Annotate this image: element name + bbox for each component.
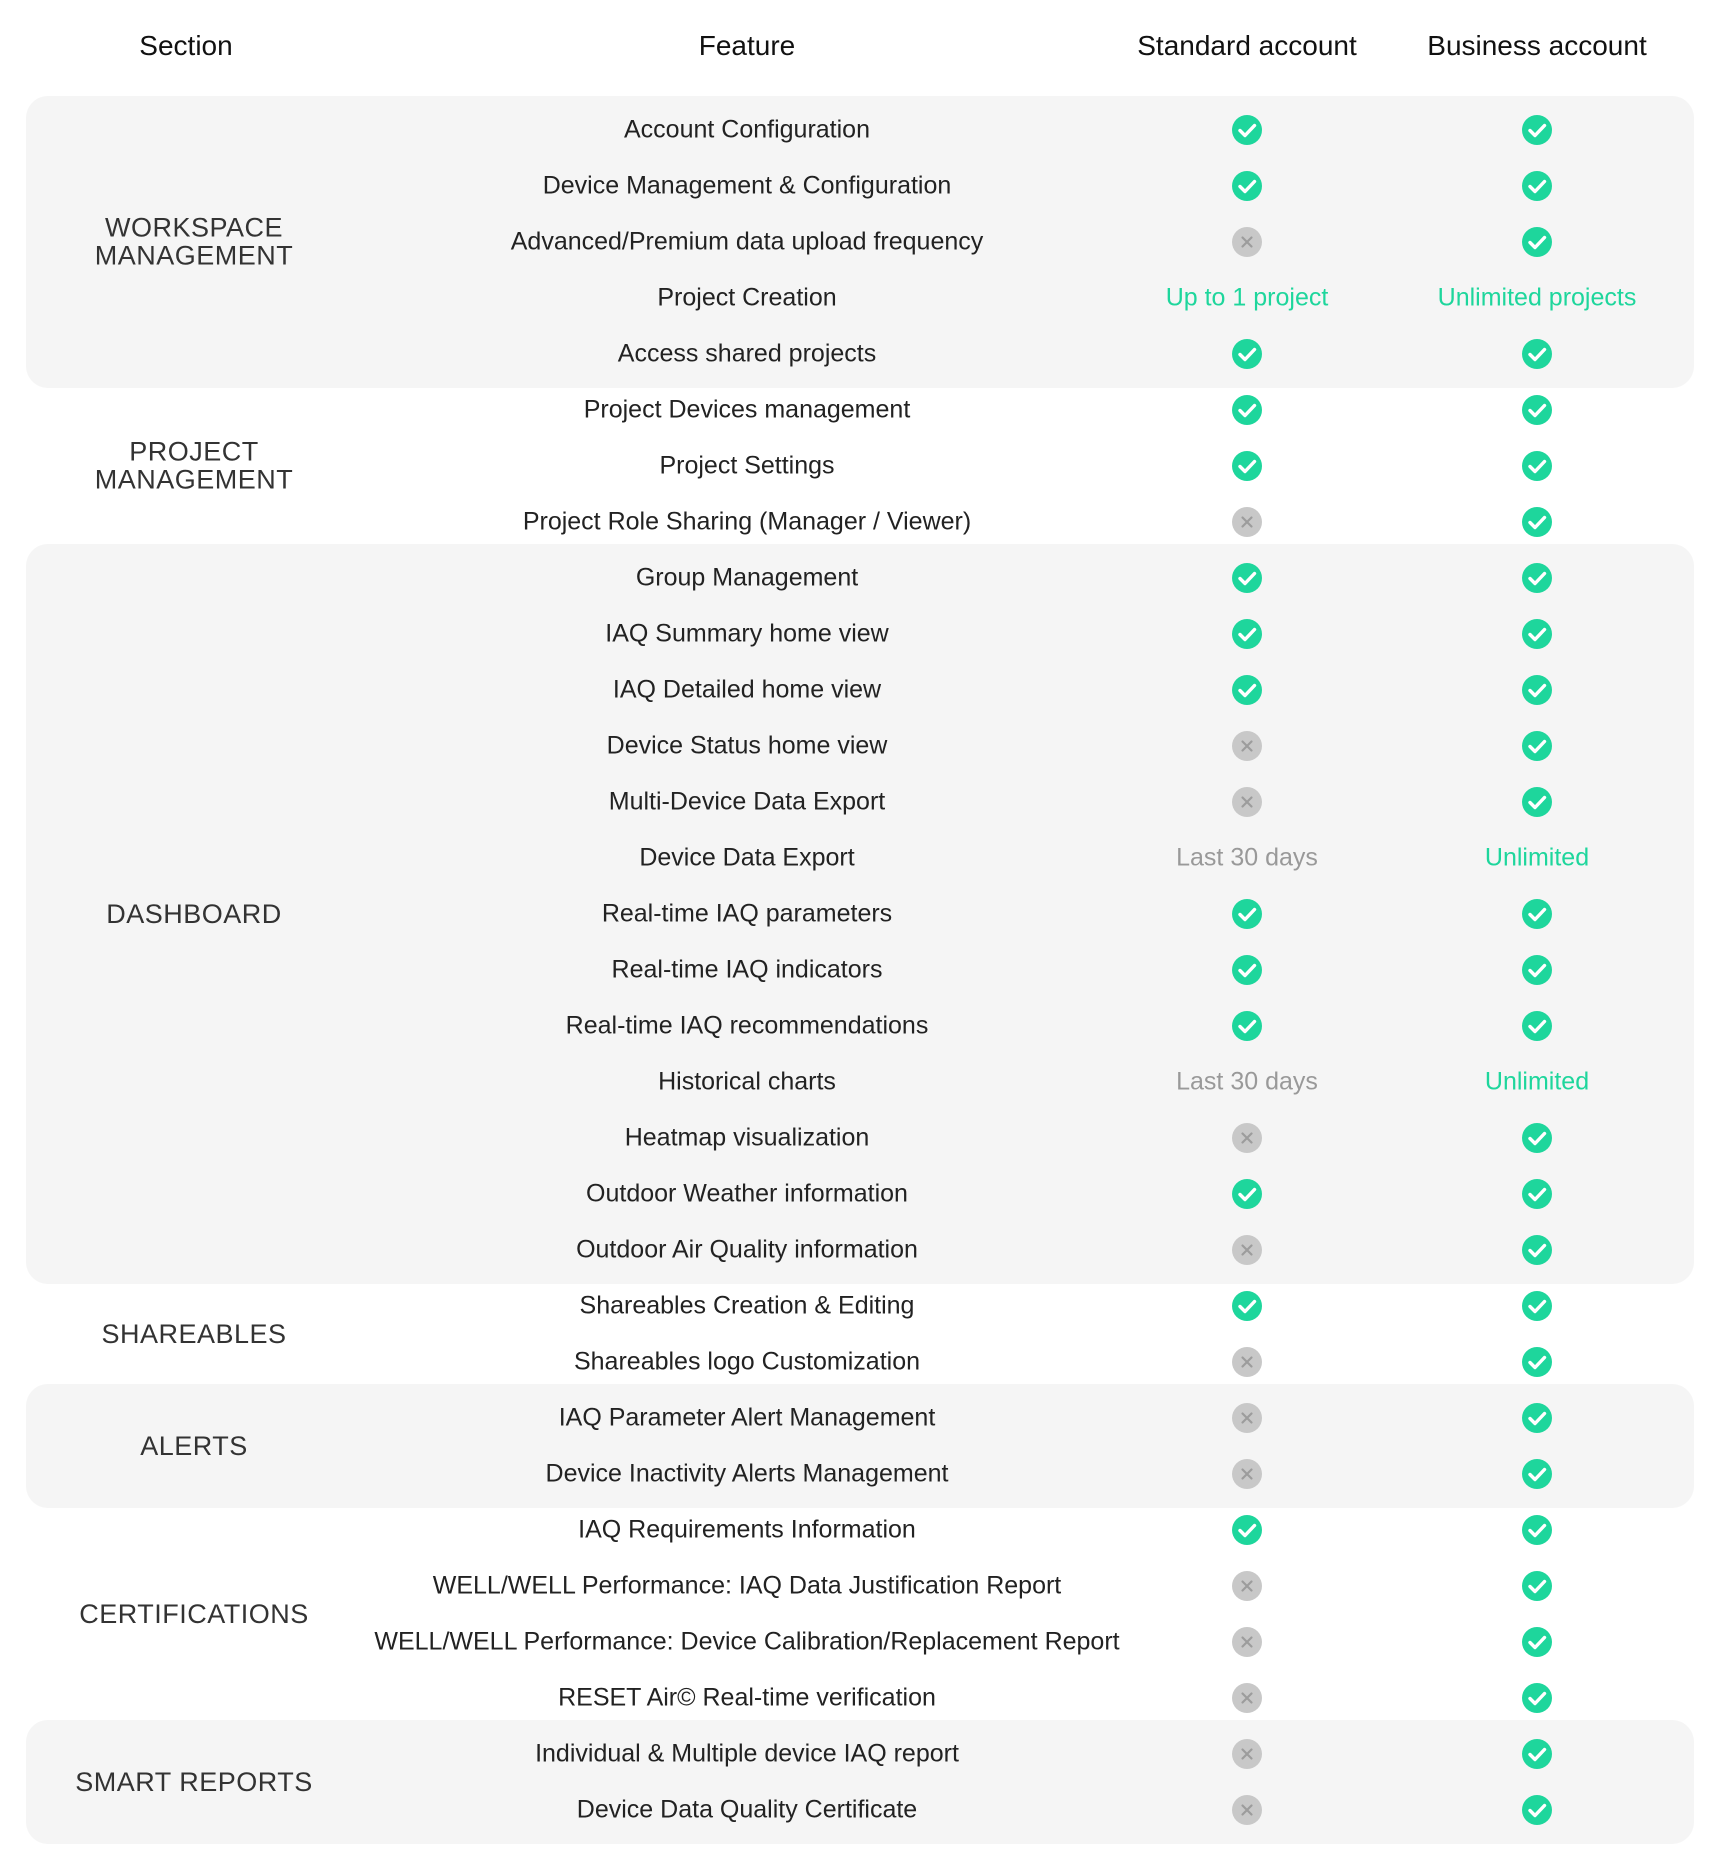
- table-row: [0, 998, 1720, 1054]
- section-label-line: MANAGEMENT: [94, 465, 294, 495]
- check-icon: [1521, 338, 1553, 370]
- check-icon: [1231, 338, 1263, 370]
- cross-icon: [1231, 1570, 1263, 1602]
- cross-icon: [1231, 730, 1263, 762]
- feature-name: Real-time IAQ indicators: [611, 955, 883, 984]
- feature-name: Project Devices management: [583, 395, 911, 424]
- check-icon: [1521, 1458, 1553, 1490]
- check-icon: [1521, 1794, 1553, 1826]
- feature-name: Device Management & Configuration: [542, 171, 952, 200]
- check-icon: [1231, 170, 1263, 202]
- check-icon: [1521, 506, 1553, 538]
- check-icon: [1521, 1178, 1553, 1210]
- check-icon: [1521, 1514, 1553, 1546]
- feature-name: Real-time IAQ recommendations: [565, 1011, 929, 1040]
- table-header: [0, 0, 1720, 96]
- table-row: [0, 774, 1720, 830]
- check-icon: [1231, 1514, 1263, 1546]
- table-row: [0, 662, 1720, 718]
- table-row: [0, 438, 1720, 494]
- header-section: Section: [139, 30, 233, 61]
- check-icon: [1521, 450, 1553, 482]
- table-row: [0, 550, 1720, 606]
- check-icon: [1231, 1010, 1263, 1042]
- check-icon: [1231, 618, 1263, 650]
- feature-name: Access shared projects: [617, 339, 877, 368]
- check-icon: [1521, 730, 1553, 762]
- standard-value-text: Last 30 days: [1176, 843, 1318, 872]
- check-icon: [1231, 1290, 1263, 1322]
- feature-name: IAQ Parameter Alert Management: [558, 1403, 936, 1432]
- section-label-line: SHAREABLES: [101, 1318, 287, 1349]
- feature-name: Shareables Creation & Editing: [579, 1291, 915, 1320]
- check-icon: [1521, 1738, 1553, 1770]
- business-value-text: Unlimited: [1484, 843, 1590, 872]
- business-value-text: Unlimited: [1484, 1067, 1590, 1096]
- check-icon: [1521, 562, 1553, 594]
- feature-name: WELL/WELL Performance: IAQ Data Justification Report: [432, 1571, 1062, 1600]
- check-icon: [1521, 1626, 1553, 1658]
- table-row: [0, 1446, 1720, 1502]
- check-icon: [1231, 674, 1263, 706]
- cross-icon: [1231, 506, 1263, 538]
- feature-name: Account Configuration: [624, 115, 870, 144]
- header-standard-account: Standard account: [1137, 30, 1357, 61]
- cross-icon: [1231, 1682, 1263, 1714]
- check-icon: [1521, 114, 1553, 146]
- business-value-text: Unlimited projects: [1437, 283, 1637, 312]
- table-row: [0, 886, 1720, 942]
- check-icon: [1521, 1234, 1553, 1266]
- standard-value-text: Up to 1 project: [1165, 283, 1329, 312]
- check-icon: [1521, 1402, 1553, 1434]
- check-icon: [1521, 1346, 1553, 1378]
- check-icon: [1521, 618, 1553, 650]
- section-label-line: ALERTS: [140, 1430, 248, 1461]
- feature-name: Multi-Device Data Export: [608, 787, 886, 816]
- feature-name: Device Data Quality Certificate: [576, 1795, 918, 1824]
- feature-name: Device Status home view: [606, 731, 888, 760]
- section-label-line: WORKSPACE: [104, 212, 284, 243]
- section-label-line: CERTIFICATIONS: [79, 1598, 309, 1629]
- cross-icon: [1231, 1626, 1263, 1658]
- table-row: [0, 382, 1720, 438]
- table-row: [0, 326, 1720, 382]
- table-row: [0, 1390, 1720, 1446]
- table-row: [0, 1222, 1720, 1278]
- table-row: [0, 214, 1720, 270]
- check-icon: [1521, 674, 1553, 706]
- feature-name: Heatmap visualization: [624, 1123, 870, 1152]
- check-icon: [1521, 1122, 1553, 1154]
- feature-name: Group Management: [635, 563, 859, 592]
- feature-name: Outdoor Weather information: [586, 1179, 908, 1208]
- feature-name: Advanced/Premium data upload frequency: [510, 227, 984, 256]
- table-row: [0, 102, 1720, 158]
- check-icon: [1521, 786, 1553, 818]
- cross-icon: [1231, 1794, 1263, 1826]
- table-row: [0, 1278, 1720, 1334]
- cross-icon: [1231, 786, 1263, 818]
- table-row: [0, 1110, 1720, 1166]
- feature-name: WELL/WELL Performance: Device Calibration/Replacement Report: [374, 1627, 1120, 1656]
- check-icon: [1521, 1682, 1553, 1714]
- cross-icon: [1231, 1346, 1263, 1378]
- feature-name: IAQ Detailed home view: [612, 675, 882, 704]
- table-row: [0, 1502, 1720, 1558]
- feature-name: IAQ Summary home view: [605, 619, 889, 648]
- check-icon: [1521, 394, 1553, 426]
- feature-name: Project Settings: [659, 451, 835, 480]
- table-row: [0, 1614, 1720, 1670]
- check-icon: [1521, 1010, 1553, 1042]
- cross-icon: [1231, 1738, 1263, 1770]
- feature-name: Individual & Multiple device IAQ report: [535, 1739, 959, 1768]
- header-feature: Feature: [698, 30, 796, 61]
- cross-icon: [1231, 1402, 1263, 1434]
- check-icon: [1521, 898, 1553, 930]
- check-icon: [1231, 898, 1263, 930]
- check-icon: [1231, 114, 1263, 146]
- feature-name: Outdoor Air Quality information: [576, 1235, 918, 1264]
- header-business-account: Business account: [1427, 30, 1647, 61]
- feature-name: IAQ Requirements Information: [578, 1515, 916, 1544]
- standard-value-text: Last 30 days: [1176, 1067, 1318, 1096]
- feature-name: Project Role Sharing (Manager / Viewer): [522, 507, 972, 536]
- check-icon: [1231, 954, 1263, 986]
- feature-name: RESET Air© Real-time verification: [558, 1683, 936, 1712]
- cross-icon: [1231, 1122, 1263, 1154]
- table-row: [0, 1054, 1720, 1110]
- section-label-line: DASHBOARD: [106, 898, 282, 929]
- feature-name: Device Data Export: [639, 843, 855, 872]
- table-row: [0, 1166, 1720, 1222]
- table-row: [0, 830, 1720, 886]
- table-row: [0, 270, 1720, 326]
- check-icon: [1231, 394, 1263, 426]
- table-row: [0, 1726, 1720, 1782]
- feature-name: Device Inactivity Alerts Management: [545, 1459, 949, 1488]
- table-row: [0, 606, 1720, 662]
- check-icon: [1521, 1290, 1553, 1322]
- table-row: [0, 1334, 1720, 1390]
- feature-name: Real-time IAQ parameters: [601, 899, 893, 928]
- table-row: [0, 942, 1720, 998]
- check-icon: [1521, 1570, 1553, 1602]
- table-row: [0, 158, 1720, 214]
- table-row: [0, 494, 1720, 550]
- table-row: [0, 1782, 1720, 1838]
- feature-name: Historical charts: [658, 1067, 836, 1096]
- feature-name: Project Creation: [657, 283, 837, 312]
- cross-icon: [1231, 1458, 1263, 1490]
- check-icon: [1231, 562, 1263, 594]
- check-icon: [1521, 170, 1553, 202]
- check-icon: [1521, 226, 1553, 258]
- check-icon: [1521, 954, 1553, 986]
- section-label-line: SMART REPORTS: [75, 1766, 313, 1797]
- check-icon: [1231, 450, 1263, 482]
- cross-icon: [1231, 226, 1263, 258]
- table-row: [0, 1558, 1720, 1614]
- table-row: [0, 1670, 1720, 1726]
- check-icon: [1231, 1178, 1263, 1210]
- section-label-line: MANAGEMENT: [94, 241, 294, 271]
- table-row: [0, 718, 1720, 774]
- section-label-line: PROJECT: [129, 436, 259, 467]
- cross-icon: [1231, 1234, 1263, 1266]
- feature-name: Shareables logo Customization: [573, 1347, 921, 1376]
